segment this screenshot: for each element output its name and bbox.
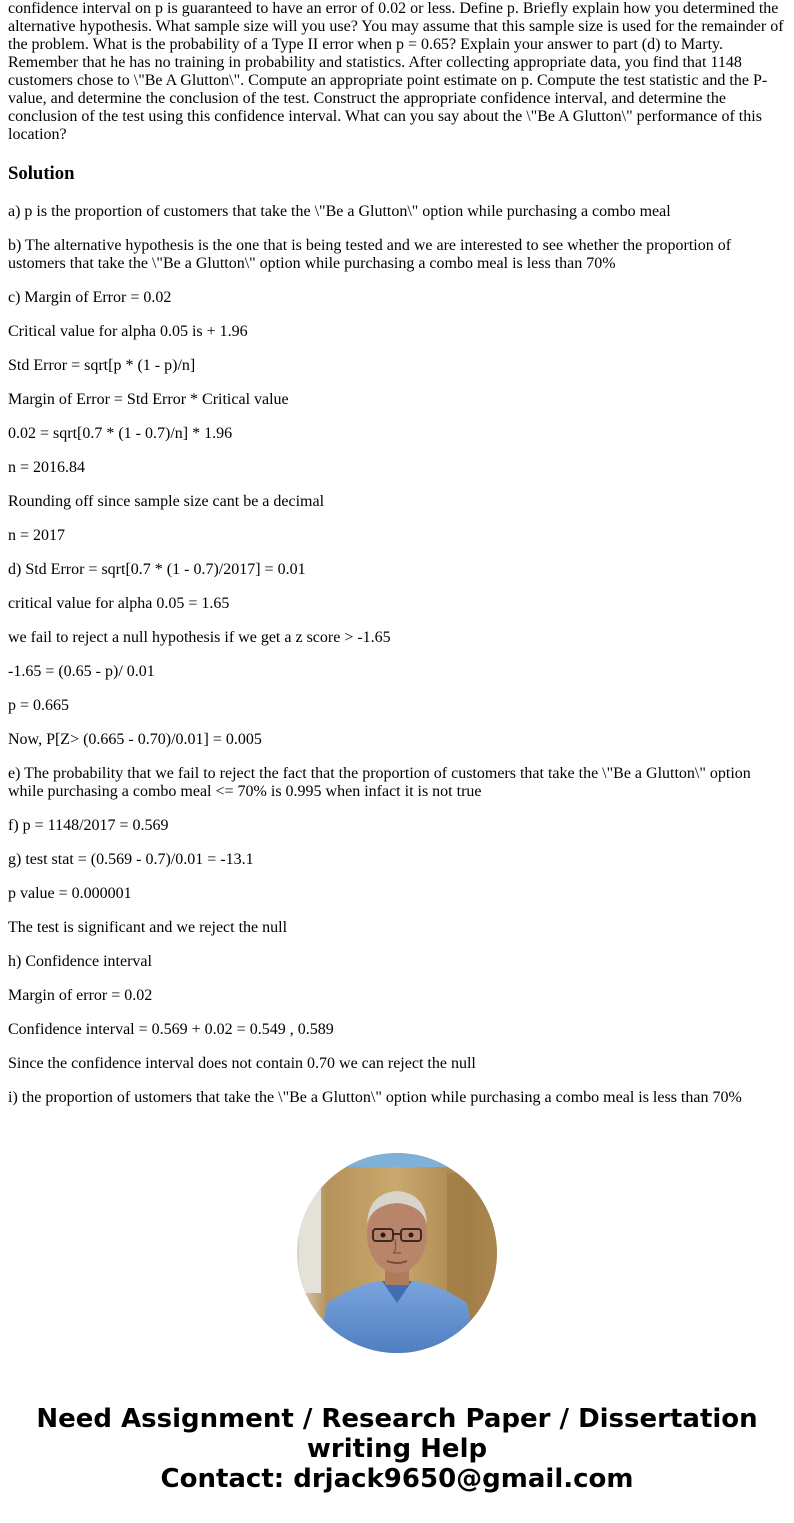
footer-banner: [0, 1404, 794, 1494]
solution-line: 0.02 = sqrt[0.7 * (1 - 0.7)/n] * 1.96: [8, 425, 233, 442]
solution-line: p = 0.665: [8, 697, 70, 714]
footer-line: writing Help: [306, 1434, 488, 1464]
solution-line: Critical value for alpha 0.05 is + 1.96: [8, 323, 248, 340]
solution-heading: Solution: [8, 163, 75, 184]
solution-body: [8, 203, 786, 1123]
solution-line: Std Error = sqrt[p * (1 - p)/n]: [8, 357, 196, 374]
solution-line: i) the proportion of ustomers that take the \"Be a Glutton\" option while purchasing a combo meal is less than 70%: [8, 1089, 742, 1106]
solution-line: p value = 0.000001: [8, 885, 132, 902]
solution-line: Since the confidence interval does not contain 0.70 we can reject the null: [8, 1055, 476, 1072]
solution-line: g) test stat = (0.569 - 0.7)/0.01 = -13.1: [8, 851, 254, 868]
author-photo-icon: [297, 1153, 497, 1353]
question-text: confidence interval on p is guaranteed to have an error of 0.02 or less. Define p. Briefly explain how you determined the alternative hypothesis. What sample size will you use? You may assume that this sample size is used for the remainder of the problem. What is the probability of a Type II error when p = 0.65? Explain your answer to part (d) to Marty. Remember that he has no training in probability and statistics. After collecting appropriate data, you find that 1148 customers chose to \"Be A Glutton\". Compute an appropriate point estimate on p. Compute the test statistic and the P-value, and determine the conclusion of the test. Construct the appropriate confidence interval, and determine the conclusion of the test using this confidence interval. What can you say about the \"Be A Glutton\" performance of this location?: [8, 0, 784, 143]
solution-line: d) Std Error = sqrt[0.7 * (1 - 0.7)/2017] = 0.01: [8, 561, 306, 578]
solution-line: Rounding off since sample size cant be a decimal: [8, 493, 325, 510]
solution-line: h) Confidence interval: [8, 953, 152, 970]
author-avatar: [297, 1153, 497, 1353]
solution-line: f) p = 1148/2017 = 0.569: [8, 817, 169, 834]
solution-line: e) The probability that we fail to reject the fact that the proportion of customers that take the \"Be a Glutton\" option while purchasing a combo meal <= 70% is 0.995 when infact it is not true: [8, 765, 751, 800]
solution-line: critical value for alpha 0.05 = 1.65: [8, 595, 230, 612]
solution-line: b) The alternative hypothesis is the one that is being tested and we are interested to see whether the proportion of ustomers that take the \"Be a Glutton\" option while purchasing a combo meal is less than 70%: [8, 237, 732, 272]
footer-contact: Contact: drjack9650@gmail.com: [160, 1464, 634, 1494]
solution-line: a) p is the proportion of customers that take the \"Be a Glutton\" option while purchasing a combo meal: [8, 203, 671, 220]
solution-line: c) Margin of Error = 0.02: [8, 289, 172, 306]
solution-line: Margin of Error = Std Error * Critical value: [8, 391, 289, 408]
solution-line: The test is significant and we reject the null: [8, 919, 288, 936]
solution-line: n = 2016.84: [8, 459, 86, 476]
footer-line: Need Assignment / Research Paper / Dissertation: [36, 1404, 758, 1434]
solution-line: we fail to reject a null hypothesis if we get a z score > -1.65: [8, 629, 391, 646]
solution-line: Margin of error = 0.02: [8, 987, 153, 1004]
solution-line: n = 2017: [8, 527, 66, 544]
solution-line: -1.65 = (0.65 - p)/ 0.01: [8, 663, 155, 680]
solution-line: Now, P[Z> (0.665 - 0.70)/0.01] = 0.005: [8, 731, 262, 748]
solution-line: Confidence interval = 0.569 + 0.02 = 0.549 , 0.589: [8, 1021, 334, 1038]
